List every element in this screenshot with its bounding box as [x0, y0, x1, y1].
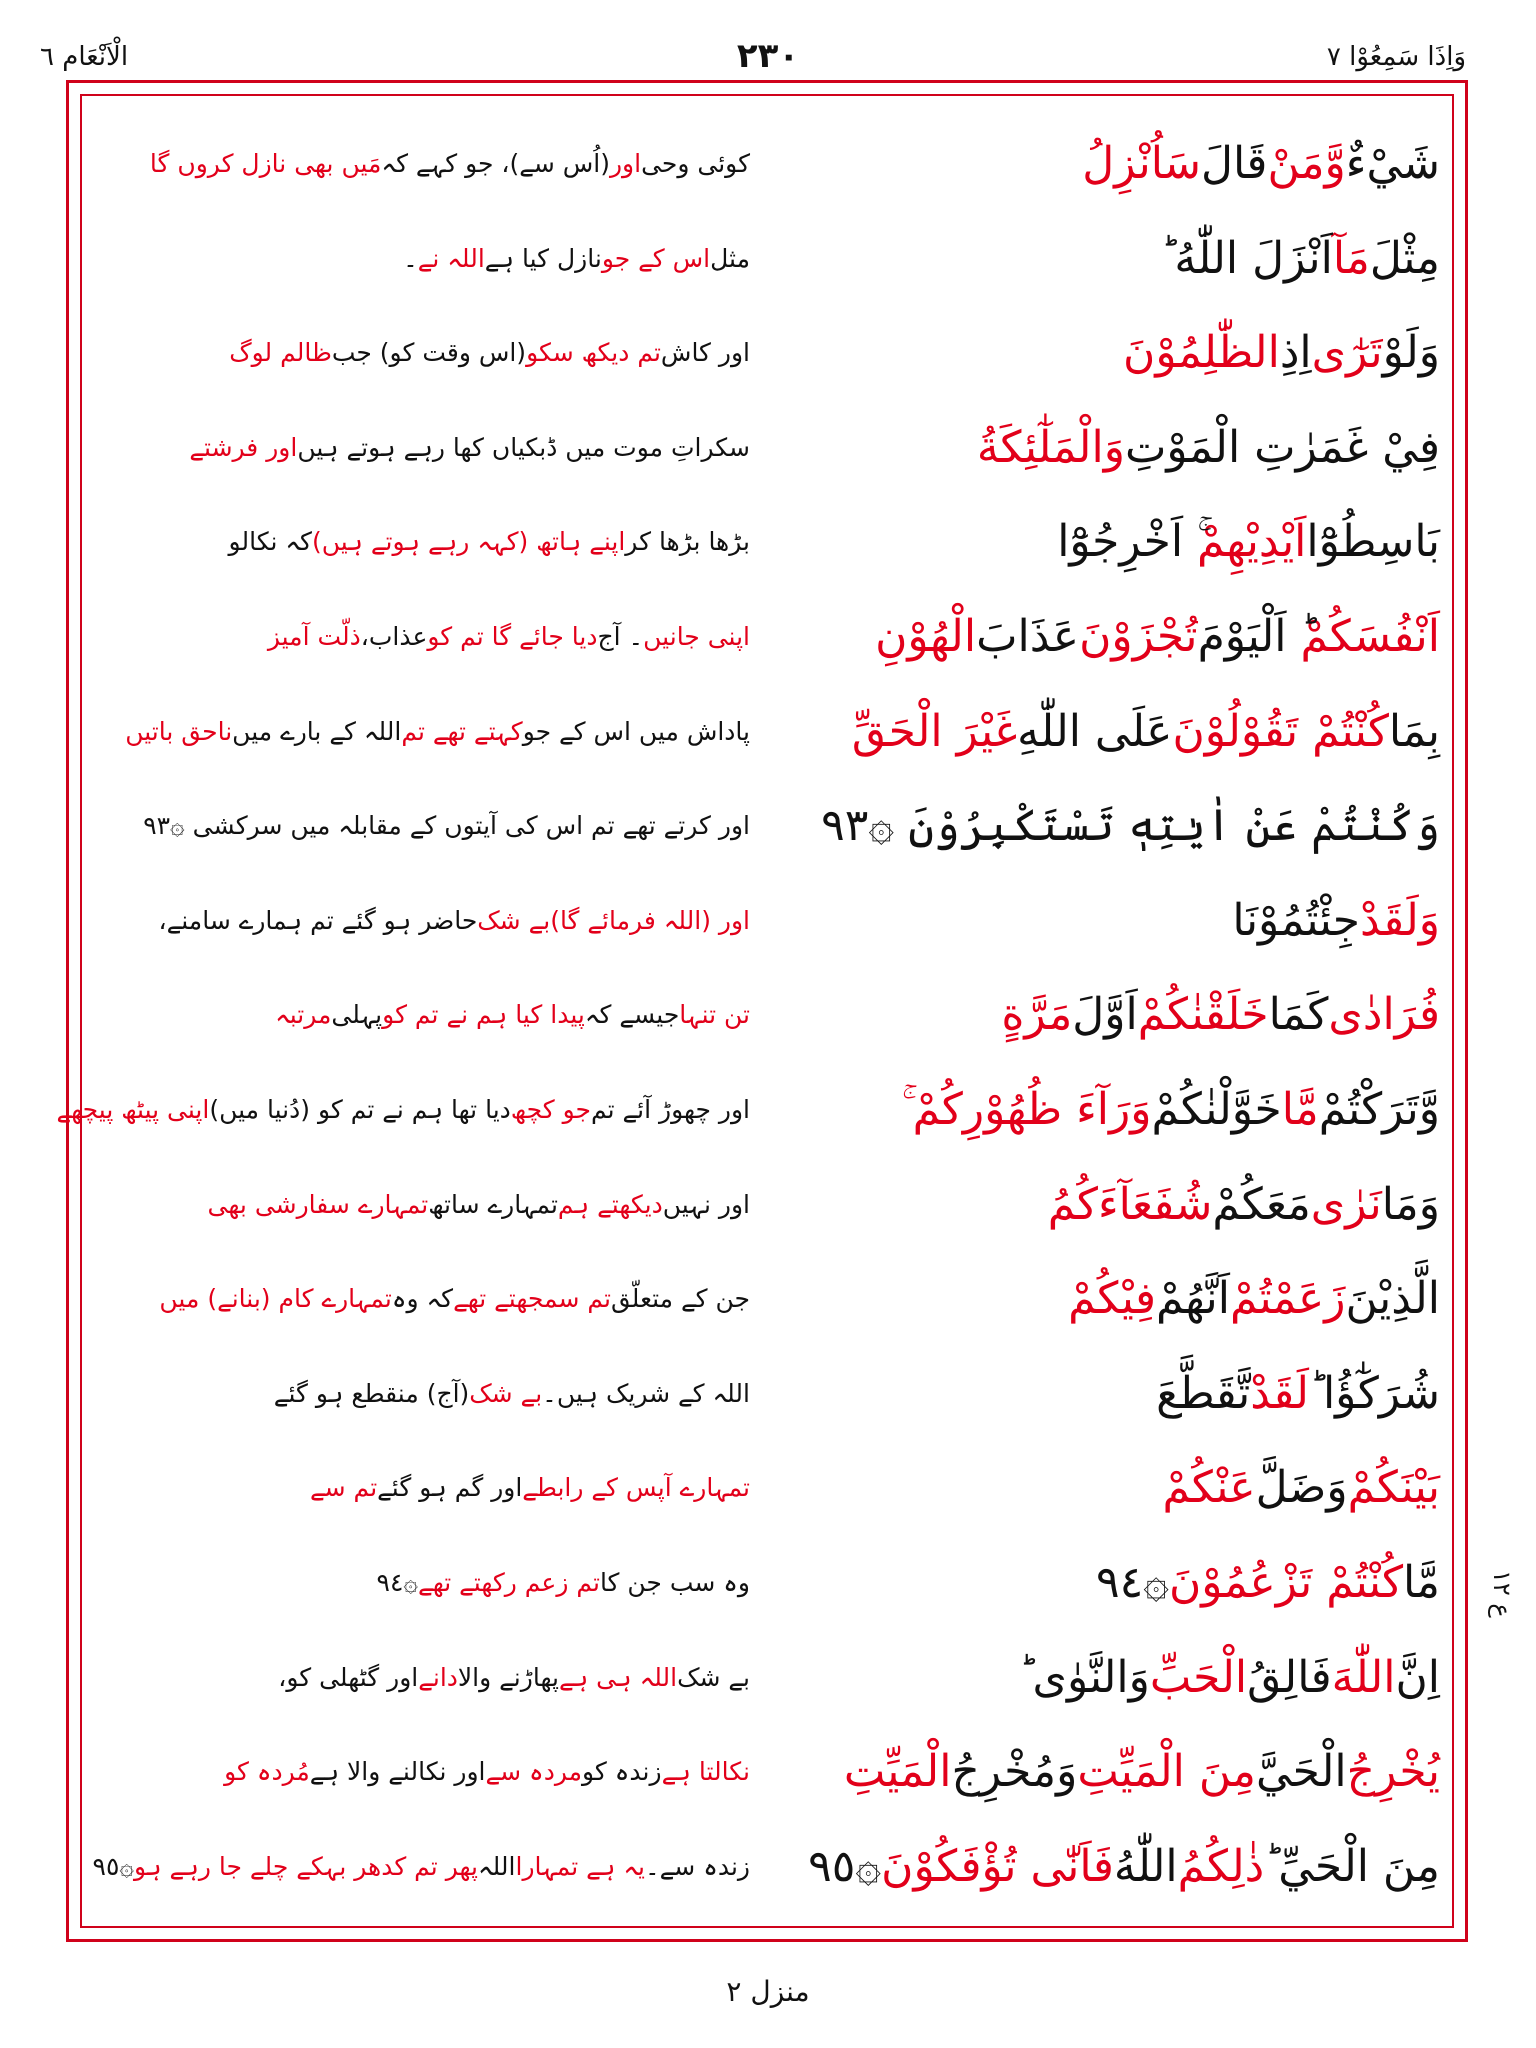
word: مثل	[710, 243, 750, 273]
highlighted-word: اس کے جو	[601, 243, 711, 273]
highlighted-word: تم سمجھتے تھے	[453, 1283, 611, 1313]
highlighted-word: کہتے تھے تم	[401, 716, 523, 746]
word: ۞٩٥	[808, 1840, 882, 1892]
highlighted-word: نکالتا ہے	[661, 1756, 750, 1786]
urdu-translation-line	[100, 506, 750, 576]
arabic-verse-line	[820, 223, 1440, 293]
urdu-translation-line	[100, 1263, 750, 1333]
word: كَمَا	[1268, 988, 1329, 1040]
highlighted-word: دانے	[418, 1662, 458, 1692]
word: اللّٰهُ	[1113, 1840, 1178, 1892]
highlighted-word: يُخْرِجُ	[1346, 1745, 1440, 1797]
word: اللہ کے بارے میں	[232, 716, 402, 746]
highlighted-word: تم دیکھ سکو	[526, 337, 661, 367]
urdu-translation-line	[100, 1169, 750, 1239]
word: وَمَا	[1381, 1178, 1440, 1230]
word: مِثْلَ	[1369, 232, 1440, 284]
highlighted-word: ذلّت آمیز	[267, 621, 361, 651]
urdu-translation-line	[100, 223, 750, 293]
highlighted-word: عَنْكُمْ	[1162, 1461, 1256, 1513]
word: ۔ آج	[597, 621, 644, 651]
highlighted-word: دیکھتے ہم	[557, 1189, 663, 1219]
highlighted-word: اپنی جانیں	[643, 621, 750, 651]
highlighted-word: پھر تم کدھر بہکے چلے جا رہے ہو	[134, 1851, 478, 1881]
highlighted-word: اَيْدِيْهِمْ	[1197, 515, 1307, 567]
highlighted-word: مَآ	[1332, 232, 1370, 284]
word: (اُس سے)، جو کہے کہ	[381, 148, 610, 178]
word: حاضر ہو گئے تم ہمارے سامنے،	[158, 905, 478, 935]
highlighted-word: نَرٰى	[1310, 1178, 1382, 1230]
urdu-translation-line	[100, 696, 750, 766]
word: جن کے متعلّق	[610, 1283, 750, 1313]
word: اور کاش	[660, 337, 750, 367]
word: قَالَ	[1201, 137, 1268, 189]
word: عَذَابَ	[976, 610, 1080, 662]
highlighted-word: فِيْكُمْ	[1068, 1272, 1156, 1324]
highlighted-word: پیدا کیا ہم نے تم کو	[382, 999, 585, 1029]
word: تمہارے ساتھ	[428, 1189, 558, 1219]
urdu-translation-line	[92, 1831, 750, 1901]
word: بَاسِطُوْٓا	[1306, 515, 1440, 567]
word: ۞٩٤	[1095, 1556, 1169, 1608]
highlighted-word: لَقَدْ	[1250, 1367, 1309, 1419]
word: کہ نکالو	[228, 526, 312, 556]
highlighted-word: سَاُنْزِلُ	[1082, 137, 1202, 189]
highlighted-word: وَلَقَدْ	[1359, 894, 1440, 946]
highlighted-word: دیا جائے گا تم کو	[427, 621, 598, 651]
urdu-translation-line	[100, 979, 750, 1049]
highlighted-word: مَیں بھی نازل کروں گا	[149, 148, 382, 178]
highlighted-word: الْمَيِّتِ	[843, 1745, 952, 1797]
arabic-verse-line	[820, 128, 1440, 198]
word: اور گم ہو گئے	[377, 1472, 523, 1502]
word: فَالِقُ	[1247, 1651, 1332, 1703]
word: بے شک	[677, 1662, 750, 1692]
highlighted-word: وَّمَنْ	[1267, 137, 1346, 189]
word: اور نہیں	[662, 1189, 750, 1219]
highlighted-word: اور فرشتے	[189, 432, 298, 462]
urdu-translation-line	[100, 885, 750, 955]
urdu-translation-line	[100, 1452, 750, 1522]
highlighted-word: تم سے	[310, 1472, 378, 1502]
word: اَنَّهُمْ	[1155, 1272, 1231, 1324]
highlighted-word: بَيْنَكُمْ	[1347, 1461, 1440, 1513]
highlighted-word: اور (اللہ فرمائے گا)	[550, 905, 750, 935]
urdu-translation-line	[100, 317, 750, 387]
arabic-verse-line	[820, 1642, 1440, 1712]
highlighted-word: كُنْتُمْ تَقُوْلُوْنَ	[1172, 705, 1389, 757]
highlighted-word: اللہ نے	[417, 243, 485, 273]
word: اور چھوڑ آئے تم	[590, 1094, 750, 1124]
highlighted-word: ذٰلِكُمُ	[1177, 1840, 1265, 1892]
highlighted-word: اپنی پیٹھ پیچھے	[56, 1094, 210, 1124]
urdu-translation-line	[100, 412, 750, 482]
urdu-translation-line	[100, 1736, 750, 1806]
highlighted-word: وَالْمَلٰٓئِكَةُ	[976, 421, 1125, 473]
word: سکراتِ موت میں ڈبکیاں کھا رہے ہوتے ہیں	[297, 432, 750, 462]
arabic-verse-line	[820, 317, 1440, 387]
highlighted-word: تم زعم رکھتے تھے	[418, 1567, 600, 1597]
arabic-verse-line	[820, 1452, 1440, 1522]
word: فِيْ غَمَرٰتِ الْمَوْتِ	[1124, 421, 1440, 473]
word: عذاب،	[360, 621, 428, 651]
highlighted-word: بے شک	[477, 905, 551, 935]
word: وَّتَرَكْتُمْ	[1318, 1083, 1440, 1135]
arabic-verse-line	[820, 1074, 1440, 1144]
ruku-marker: ع ١٢	[1488, 1570, 1516, 1618]
highlighted-word: فُرَادٰى	[1328, 988, 1440, 1040]
word: وَالنَّوٰى ؕ	[1018, 1651, 1150, 1703]
highlighted-word: تمہارے سفارشی بھی	[207, 1189, 429, 1219]
arabic-verse-line	[820, 790, 1440, 860]
word: وَمُخْرِجُ	[951, 1745, 1078, 1797]
footer-manzil: منزل ٢	[726, 1975, 810, 2008]
highlighted-word: تن تنہا	[679, 999, 750, 1029]
word: بڑھا بڑھا کر	[625, 526, 750, 556]
highlighted-word: تمہارے کام (بنانے) میں	[159, 1283, 392, 1313]
word: زندہ کو	[582, 1756, 662, 1786]
highlighted-word: اَنْفُسَكُمْ	[1300, 610, 1440, 662]
arabic-verse-line	[820, 1263, 1440, 1333]
word: عَلَى اللّٰهِ	[1017, 705, 1173, 757]
highlighted-word: شُفَعَآءَكُمُ	[1047, 1178, 1213, 1230]
word: اور کرتے تھے تم اس کی آیتوں کے مقابلہ میں سرکشی ۞٩٣	[143, 810, 750, 840]
word: ؕ اَلْيَوْمَ	[1197, 610, 1301, 662]
word: ۔	[403, 243, 418, 273]
arabic-verse-line	[820, 412, 1440, 482]
highlighted-word: الْحَبِّ	[1149, 1651, 1248, 1703]
highlighted-word: جو کچھ	[510, 1094, 591, 1124]
word: ۞٩٤	[376, 1567, 419, 1597]
header-surah-name: الْاَنْعَام ٦	[40, 42, 129, 72]
highlighted-word: اور	[609, 148, 642, 178]
word: ۚ اَخْرِجُوْٓا	[1057, 515, 1198, 567]
highlighted-word: زَعَمْتُمْ	[1230, 1272, 1346, 1324]
arabic-verse-line	[820, 506, 1440, 576]
highlighted-word: الْهُوْنِ	[875, 610, 977, 662]
arabic-verse-line	[820, 696, 1440, 766]
highlighted-word: مُردہ کو	[224, 1756, 310, 1786]
word: کہ وہ	[391, 1283, 454, 1313]
word: پہلی	[331, 999, 383, 1029]
word: زندہ سے۔	[645, 1851, 750, 1881]
word: وَلَوْ	[1382, 326, 1440, 378]
header-juz-name: وَاِذَا سَمِعُوْا ٧	[1326, 42, 1466, 72]
arabic-verse-line	[820, 601, 1440, 671]
word: الْحَيَّ	[1255, 1745, 1347, 1797]
urdu-translation-line	[56, 1074, 750, 1144]
arabic-verse-line	[808, 1831, 1440, 1901]
highlighted-word: بے شک	[469, 1378, 543, 1408]
word: وہ سب جن کا	[599, 1567, 750, 1597]
word: تَّقَطَّعَ	[1156, 1367, 1251, 1419]
word: وَكُنْتُمْ عَنْ اٰيٰتِهٖ تَسْتَكْبِرُوْنَ ۞٩٣	[821, 799, 1440, 851]
word: الَّذِيْنَ	[1345, 1272, 1440, 1324]
urdu-translation-line	[100, 128, 750, 198]
word: پاداش میں اس کے جو	[522, 716, 750, 746]
highlighted-word: ظالم لوگ	[229, 337, 332, 367]
word: جیسے کہ	[584, 999, 680, 1029]
page-number: ۲۳۰	[736, 36, 800, 76]
arabic-verse-line	[820, 1736, 1440, 1806]
highlighted-word: مرتبہ	[275, 999, 332, 1029]
arabic-verse-line	[820, 885, 1440, 955]
highlighted-word: اللّٰهَ	[1331, 1651, 1396, 1703]
highlighted-word: تُجْزَوْنَ	[1079, 610, 1198, 662]
urdu-translation-line	[100, 1547, 750, 1617]
highlighted-word: مِنَ الْمَيِّتِ	[1077, 1745, 1256, 1797]
highlighted-word: وَرَآءَ ظُهُوْرِكُمْ ۚ	[901, 1083, 1152, 1135]
word: خَوَّلْنٰكُمْ	[1151, 1083, 1282, 1135]
urdu-translation-line	[100, 790, 750, 860]
word: ۞٩٥	[92, 1851, 135, 1881]
highlighted-word: خَلَقْنٰكُمْ	[1137, 988, 1269, 1040]
word: مَّا	[1403, 1556, 1440, 1608]
highlighted-word: اپنے ہاتھ (کہہ رہے ہوتے ہیں)	[311, 526, 626, 556]
urdu-translation-line	[100, 1358, 750, 1428]
word: اِنَّ	[1395, 1651, 1440, 1703]
word: دیا تھا ہم نے تم کو (دُنیا میں)	[209, 1094, 511, 1124]
word: شُرَكٰٓؤُا ؕ	[1308, 1367, 1440, 1419]
highlighted-word: ناحق باتیں	[125, 716, 233, 746]
highlighted-word: مَرَّةٍ	[1001, 988, 1073, 1040]
highlighted-word: غَيْرَ الْحَقِّ	[851, 705, 1018, 757]
word: شَيْءٌ	[1345, 137, 1440, 189]
arabic-verse-line	[820, 1547, 1440, 1617]
highlighted-word: مردہ سے	[485, 1756, 583, 1786]
word: وَضَلَّ	[1255, 1461, 1348, 1513]
highlighted-word: كُنْتُمْ تَزْعُمُوْنَ	[1168, 1556, 1404, 1608]
word: مِنَ الْحَيِّ ؕ	[1264, 1840, 1440, 1892]
word: نازل کیا ہے	[484, 243, 602, 273]
word: اللہ کے شریک ہیں۔	[542, 1378, 750, 1408]
urdu-translation-line	[100, 1642, 750, 1712]
highlighted-word: تمہارے آپس کے رابطے	[522, 1472, 750, 1502]
word: پھاڑنے والا	[457, 1662, 559, 1692]
word: (اس وقت کو) جب	[331, 337, 527, 367]
arabic-verse-line	[820, 1358, 1440, 1428]
word: جِئْتُمُوْنَا	[1232, 894, 1360, 946]
word: بِمَا	[1388, 705, 1440, 757]
highlighted-word: تَرٰٓى	[1311, 326, 1383, 378]
word: (آج) منقطع ہو گئے	[273, 1378, 470, 1408]
word: اللہ	[478, 1851, 516, 1881]
highlighted-word: فَاَنّٰى تُؤْفَكُوْنَ	[881, 1840, 1114, 1892]
highlighted-word: مَّا	[1281, 1083, 1319, 1135]
word: کوئی وحی	[641, 148, 750, 178]
word: مَعَكُمْ	[1212, 1178, 1311, 1230]
word: اَوَّلَ	[1072, 988, 1138, 1040]
highlighted-word: یہ ہے تمہارا	[515, 1851, 645, 1881]
arabic-verse-line	[820, 1169, 1440, 1239]
word: اَنْزَلَ اللّٰهُ ؕ	[1160, 232, 1333, 284]
urdu-translation-line	[100, 601, 750, 671]
word: اِذِ	[1279, 326, 1312, 378]
word: اور نکالنے والا ہے	[309, 1756, 486, 1786]
word: اور گٹھلی کو،	[278, 1662, 419, 1692]
arabic-verse-line	[820, 979, 1440, 1049]
highlighted-word: الظّٰلِمُوْنَ	[1123, 326, 1280, 378]
highlighted-word: اللہ ہی ہے	[558, 1662, 678, 1692]
